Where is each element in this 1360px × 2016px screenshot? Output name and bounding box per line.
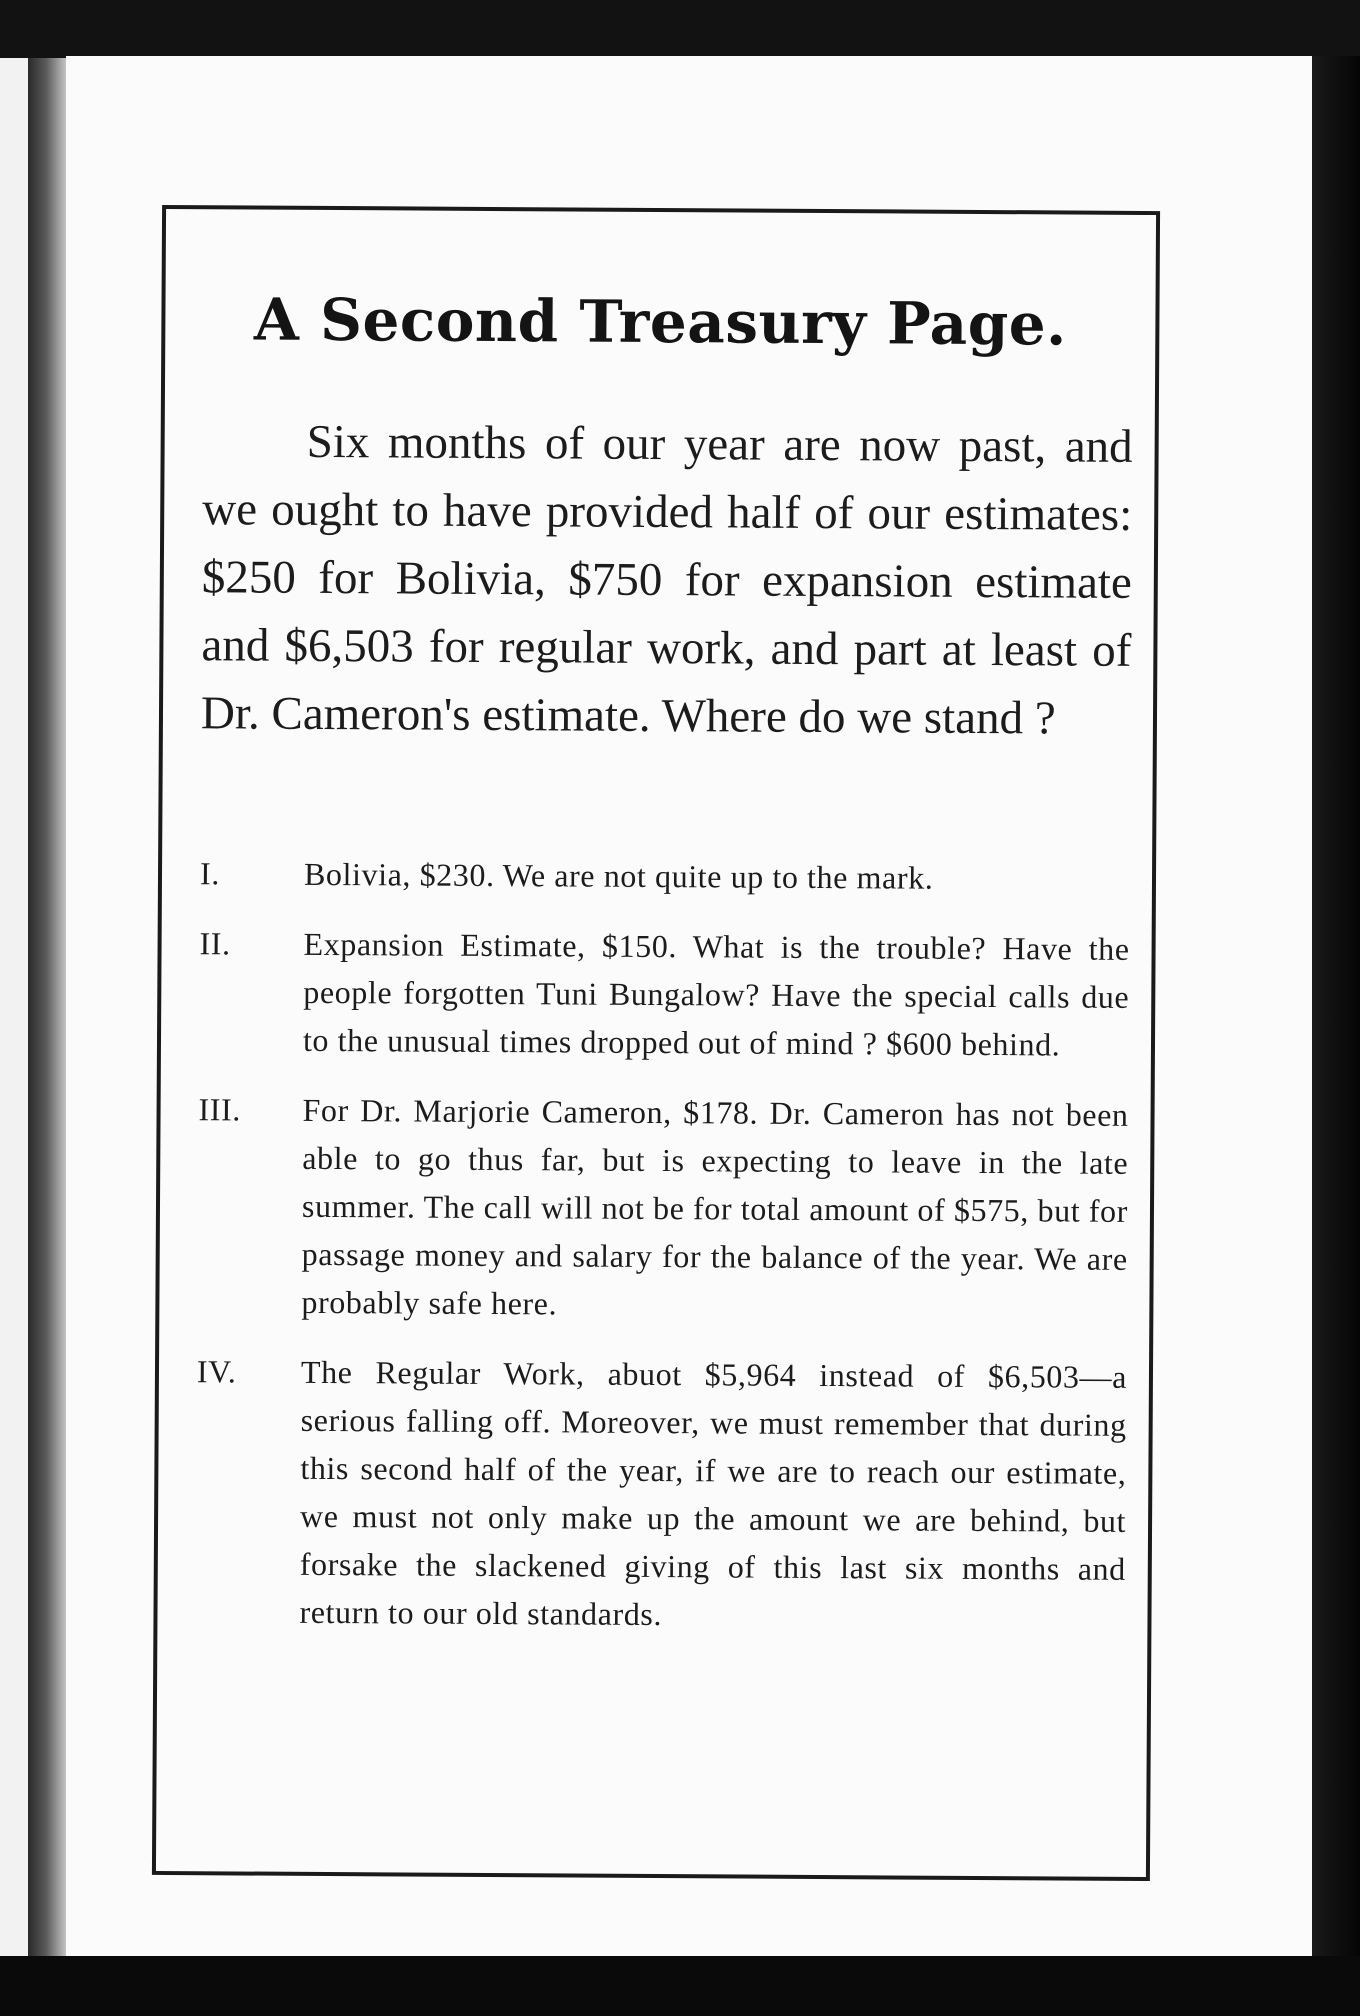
treasury-page-frame: [152, 205, 1160, 1881]
binding-shadow: [28, 58, 68, 1958]
item-text: Expansion Estimate, $150. What is the trouble? Have the people forgotten Tuni Bungalow? Have the special calls due to the unusual times dropped out of mind ? $600 behind.: [302, 925, 1130, 1063]
item-text: The Regular Work, abuot $5,964 instead of $6,503—a serious falling off. Moreover, we must remember that during this second half of the year, if we are to reach our estimate, we must not only make up the amount we are behind, but forsake the slackened giving of this last six months and return to our old standards.: [299, 1353, 1128, 1633]
list-item-expansion: [199, 919, 1130, 1069]
list-item-bolivia: [200, 849, 1130, 903]
item-number: II.: [199, 925, 231, 962]
scan-top-border: [0, 0, 1360, 58]
intro-paragraph: Six months of our year are now past, and we ought to have provided half of our estimates: $250 for Bolivia, $750 for expansion estimate and $6,503 for regular work, and part at least of Dr. Cameron's estimate. Where do we stand ?: [200, 415, 1133, 745]
scan-bottom-border: [0, 1956, 1360, 2016]
list-item-regular-work: [195, 1347, 1127, 1641]
item-text: Bolivia, $230. We are not quite up to the mark.: [303, 855, 934, 896]
item-number: I.: [199, 855, 220, 892]
scan-right-border: [1312, 56, 1360, 1956]
adjacent-page-edge: [0, 58, 28, 1958]
estimate-items-list: [195, 849, 1130, 1663]
page-title: A Second Treasury Page.: [253, 285, 1068, 359]
item-number: III.: [198, 1091, 242, 1128]
item-number: IV.: [196, 1353, 237, 1390]
item-text: For Dr. Marjorie Cameron, $178. Dr. Cameron has not been able to go thus far, but is expecting to leave in the late summer. The call will not be for total amount of $575, but for passage money and salary for the balance of the year. We are probably safe here.: [301, 1091, 1129, 1322]
list-item-cameron: [197, 1085, 1128, 1331]
